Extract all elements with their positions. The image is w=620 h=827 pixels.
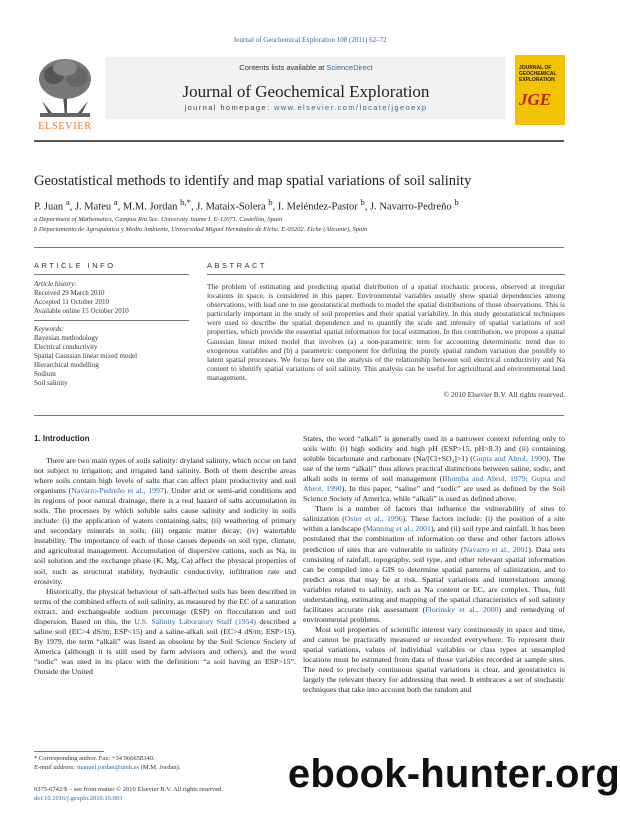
journal-title: Journal of Geochemical Exploration [182, 82, 430, 101]
article-info-heading: ARTICLE INFO [34, 261, 116, 270]
online-date: Available online 15 October 2010 [34, 307, 129, 315]
elsevier-tree-logo [34, 55, 96, 125]
body-paragraph: Historically, the physical behaviour of salt-affected soils has been described in terms of the combined effects of soil salinity, as measured by the EC of a saturation extract, and exchangeable sodium percentage (ESP) on flocculation and soil dispersion. Based on this, the U.S. Salinity Laboratory Staff (1954) described a saline soil (EC>4 dS/m; ESP<15) and a saline-alkali soil (EC>4 dS/m; ESP>15). By 1979, the term “alkali” was listed as obsolete by the Soil Science Society of America (although it is still used by farm advisors and others), and the word “sodic” was used in its place with the definition: “a soil having an ESP>15”. Outside the United [34, 586, 297, 676]
journal-homepage [106, 103, 506, 112]
cover-logo: JGE [519, 90, 552, 109]
body-paragraph: Most soil properties of scientific interest vary continuously in space and time, and cannot be practically measured or recorded everywhere. To represent their spatial variations, values of individual variables or class types at unsampled locations must be estimated from data of those variables recorded at sample sites. The need to precisely continuous spatial variations is clear, and geostatistics is largely the relevant theory for addressing that need. It embraces a set of stochastic techniques that take into account both the random and [303, 624, 565, 695]
affiliation-b: b Departamento de Agroquímica y Medio Ambiente, Universidad Miguel Hernández de Elche. E-03202. Elche (Alicante), Spain [34, 226, 368, 233]
body-left-column [34, 456, 296, 677]
abstract-divider [34, 415, 564, 416]
section-heading-introduction: 1. Introduction [34, 434, 90, 443]
body-paragraph: There is a number of factors that influence the vulnerability of sites to salinization (Oster et al., 1996). These factors include: (i) the position of a site within a landscape (Manning et al., 2001), and (ii) soil type and rainfall. It has been postulated that the combination of information on these and other factors allows prediction of sites that are vulnerable to salinity (Navarro et al., 2001). Data sets consisting of rainfall, topography, soil type, and other relevant spatial information can be compiled into a GIS to determine spatial patterns of salinization, and to predict areas that may be at risk. Spatial variations and interrelations among variables related to salinity, such as Na content or EC, are complex. Thus, full understanding, estimating and mapping of the spatial characteristics of soil salinity facilitates accurate risk assessment (Florinsky et al., 2000) and remedying of environmental problems. [303, 504, 566, 624]
cover-journal-name: JOURNAL OF GEOCHEMICAL EXPLORATION [519, 65, 557, 83]
elsevier-wordmark: ELSEVIER [38, 121, 92, 132]
keyword: Soil salinity [34, 379, 68, 387]
body-paragraph: There are two main types of soils salinity: dryland salinity, which occur on land not subject to irrigation; and irrigated land salinity. Both of them describe areas where soils contain high levels of salts that can affect plant productivity and soil organisms (Navarro-Pedreño et al., 1997). Under arid or semi-arid conditions and in regions of poor natural drainage, there is a real hazard of salts accumulation in soils. The processes by which soluble salts cause salinity and sodicity in soils include: (i) the application of waters containing salts; (ii) weathering of primary and secondary minerals in soils; (iii) organic matter decay; (iv) watertable instability. The importance of each of those causes depends on soil type, climate, and agricultural management. Accumulation of dispersive cations, such as Na, in soil solution and the exchange phase (K, Mg, Ca) affect the physical properties of soil, such as structural stability, hydraulic conductivity, infiltration rate and erosivity. [34, 456, 297, 586]
contents-prefix: Contents lists available at [239, 63, 327, 72]
header-divider [34, 140, 564, 142]
author-email-link[interactable]: manuel.jordan@umh.es [77, 763, 140, 771]
history-label: Article history: [34, 280, 77, 288]
journal-citation[interactable]: Journal of Geochemical Exploration 108 (2011) 62–72 [233, 36, 387, 44]
body-paragraph: States, the word “alkali” is generally used in a narrower context referring only to soils with: (i) high sodicity and high pH (ESP>15, pH>8.3) and (ii) containing soluble bicarbonate and carbonate (Na/[Cl+SO₄]>1) (Gupta and Abrol, 1990). The use of the term “alkali” thus allows practical distinctions between saline, sodic, and alkali soils in terms of soil management (Bhumba and Abrol, 1979; Gupta and Abrol, 1990). In this paper, “saline” and “sodic” are used as defined by the Soil Science Society of America, while “alkali” is used as defined above. [303, 434, 566, 504]
email-label: E-mail address: [34, 763, 78, 771]
paper-title: Geostatistical methods to identify and map spatial variations of soil salinity [34, 173, 472, 189]
keywords-rule [34, 320, 189, 321]
keywords-label: Keywords: [34, 325, 65, 333]
email-suffix: (M.M. Jordan). [139, 763, 181, 771]
accepted-date: Accepted 11 October 2010 [34, 298, 109, 306]
received-date: Received 29 March 2010 [34, 289, 105, 297]
contents-line [106, 63, 506, 72]
affiliation-a: a Department of Mathematics, Campus Riu Sec. University Jaume I. E-12071. Castellón, Spain [34, 216, 283, 223]
footnote-rule [34, 751, 104, 752]
author-list: P. Juan $^a$, J. Mateu $^a$, M.M. Jordan $^{b,*}$, J. Mataix-Solera $^b$, I. Meléndez-Pastor $^b$, J. Navarro-Pedreño $^b$ [34, 197, 459, 213]
watermark: ebook-hunter.org [287, 752, 620, 796]
issn-line: 0375-6742/$ – see front matter © 2010 Elsevier B.V. All rights reserved. [34, 786, 223, 793]
article-info-rule [34, 274, 189, 275]
abstract-rule [207, 274, 565, 275]
body-right-column [303, 434, 565, 695]
keyword: Sodium [34, 370, 56, 378]
corresponding-author: * Corresponding author. Fax: +34 966658340. [34, 755, 155, 762]
keywords-list [34, 325, 174, 388]
sciencedirect-link[interactable]: ScienceDirect [326, 63, 373, 72]
doi-link[interactable]: doi:10.1016/j.gexplo.2010.10.003 [34, 794, 123, 802]
keyword: Hierarchical modelling [34, 361, 99, 369]
keyword: Spatial Gaussian linear mixed model [34, 352, 138, 360]
keyword: Bayesian methodology [34, 334, 99, 342]
abstract-heading: ABSTRACT [207, 261, 268, 270]
title-divider [34, 247, 564, 248]
homepage-link[interactable]: www.elsevier.com/locate/jgeoexp [273, 103, 428, 112]
keyword: Electrical conductivity [34, 343, 98, 351]
article-history [34, 280, 174, 316]
abstract-text: The problem of estimating and predicting spatial distribution of a spatial stochastic process, observed at irregular locations in space, is considered in this paper. Environmental variables usually show spatial dependencies among observations, with lead one to use geostatistical methods to model the spatial distributions of those observations. This is particularly important in the study of soil properties and their spatial variability. In this study geostatistical techniques were used to describe the spatial dependence and to quantify the scale and intensity of spatial variations of soil properties, which provide the essential spatial information for local estimation. In this contribution, we propose a spatial Gaussian linear mixed model that involves (a) a non-parametric term for accounting deterministic trend due to exogenous variables and (b) a parametric component for defining the purely spatial random variation due possibly to latent spatial processes. We focus here on the analysis of the relationship between soil electrical conductivity and Na content to identify spatial variations of soil salinity. This analysis can be useful for agricultural and environmental land management. [207, 282, 565, 382]
abstract-copyright: © 2010 Elsevier B.V. All rights reserved. [443, 390, 565, 399]
homepage-prefix: journal homepage: [184, 103, 274, 112]
